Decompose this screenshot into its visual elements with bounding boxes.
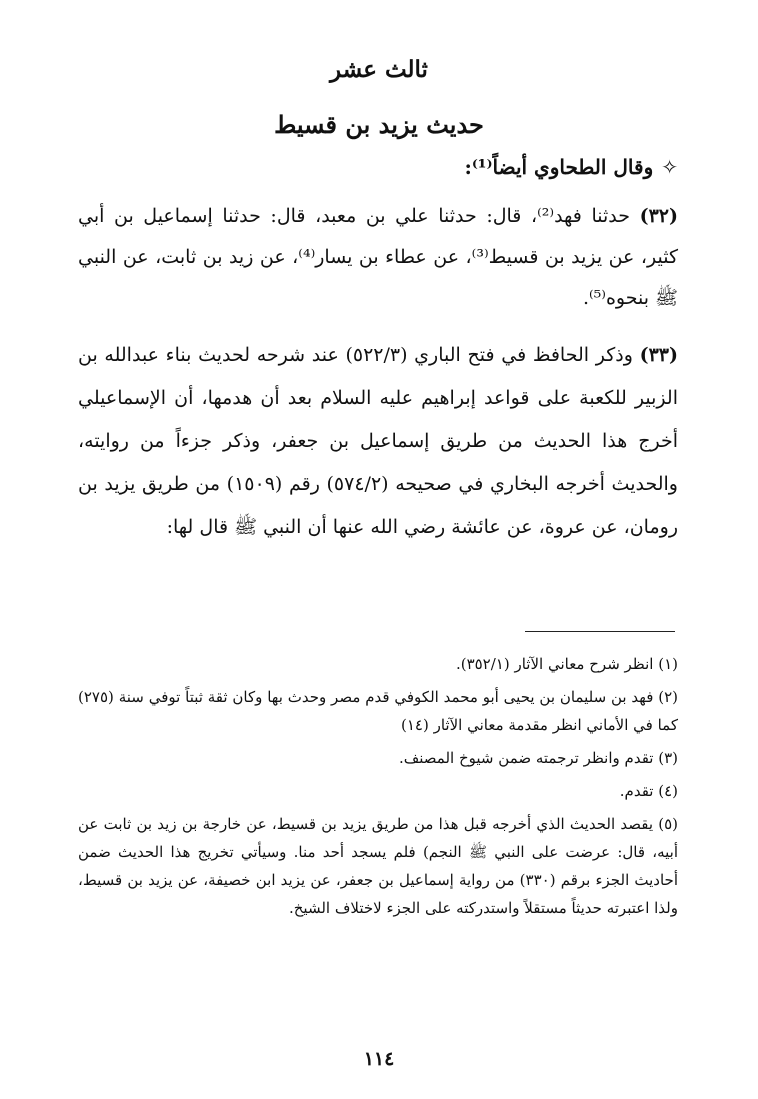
- paragraph-text: وذكر الحافظ في فتح الباري (٥٢٢/٣) عند شرحه لحديث بناء عبدالله بن الزبير للكعبة على قواعد إبراهيم عليه السلام بعد أن هدمها، أن الإسماعيلي أخرج هذا الحديث من طريق إسماعيل بن جعفر، وذكر جزءاً من روايته، والحديث أخرجه البخاري في صحيحه (٥٧٤/٢) رقم (١٥٠٩) من طريق يزيد بن رومان، عن عروة، عن عائشة رضي الله عنها أن النبي ﷺ قال لها:: [78, 344, 678, 538]
- hadith-title: حديث يزيد بن قسيط: [274, 110, 484, 139]
- page-number: ١١٤: [363, 1048, 395, 1070]
- paragraph-number: (٣٢): [639, 205, 678, 227]
- paragraph-text: حدثنا فهد⁽²⁾، قال: حدثنا علي بن معبد، قال: حدثنا إسماعيل بن أبي كثير، عن يزيد بن قسيط⁽³⁾، عن عطاء بن يسار⁽⁴⁾، عن زيد بن ثابت، عن النبي ﷺ بنحوه⁽⁵⁾.: [78, 205, 678, 309]
- footnote-separator: [525, 631, 675, 632]
- paragraph-number: (٣٣): [639, 344, 678, 366]
- footnotes: [78, 650, 678, 927]
- intro-line: [78, 150, 678, 184]
- hadith-paragraph-32: [78, 196, 678, 319]
- footnote-1: (١) انظر شرح معاني الآثار (٣٥٢/١).: [455, 655, 678, 673]
- footnote-5: (٥) يقصد الحديث الذي أخرجه قبل هذا من طريق يزيد بن قسيط، عن خارجة بن زيد بن ثابت عن أبيه، قال: عرضت على النبي ﷺ النجم) فلم يسجد أحد منا. وسيأتي تخريج هذا الحديث ضمن أحاديث الجزء برقم (٣٣٠) من رواية إسماعيل بن جعفر، عن يزيد ابن خصيفة، عن يزيد بن قسيط، ولذا اعتبرته حديثاً مستقلاً واستدركته على الجزء لاختلاف الشيخ.: [78, 815, 678, 917]
- footnote-2: (٢) فهد بن سليمان بن يحيى أبو محمد الكوفي قدم مصر وحدث بها وكان ثقة ثبتاً توفي سنة (٢٧٥) كما في الأماني انظر مقدمة معاني الآثار (١٤): [78, 688, 678, 734]
- hadith-paragraph-33: [78, 334, 678, 549]
- star-icon: ✧: [661, 155, 678, 179]
- footnote-4: (٤) تقدم.: [619, 782, 678, 800]
- intro-text: وقال الطحاوي أيضاً⁽¹⁾:: [464, 155, 654, 179]
- footnote-3: (٣) تقدم وانظر ترجمته ضمن شيوخ المصنف.: [398, 749, 678, 767]
- section-number: ثالث عشر: [330, 56, 428, 83]
